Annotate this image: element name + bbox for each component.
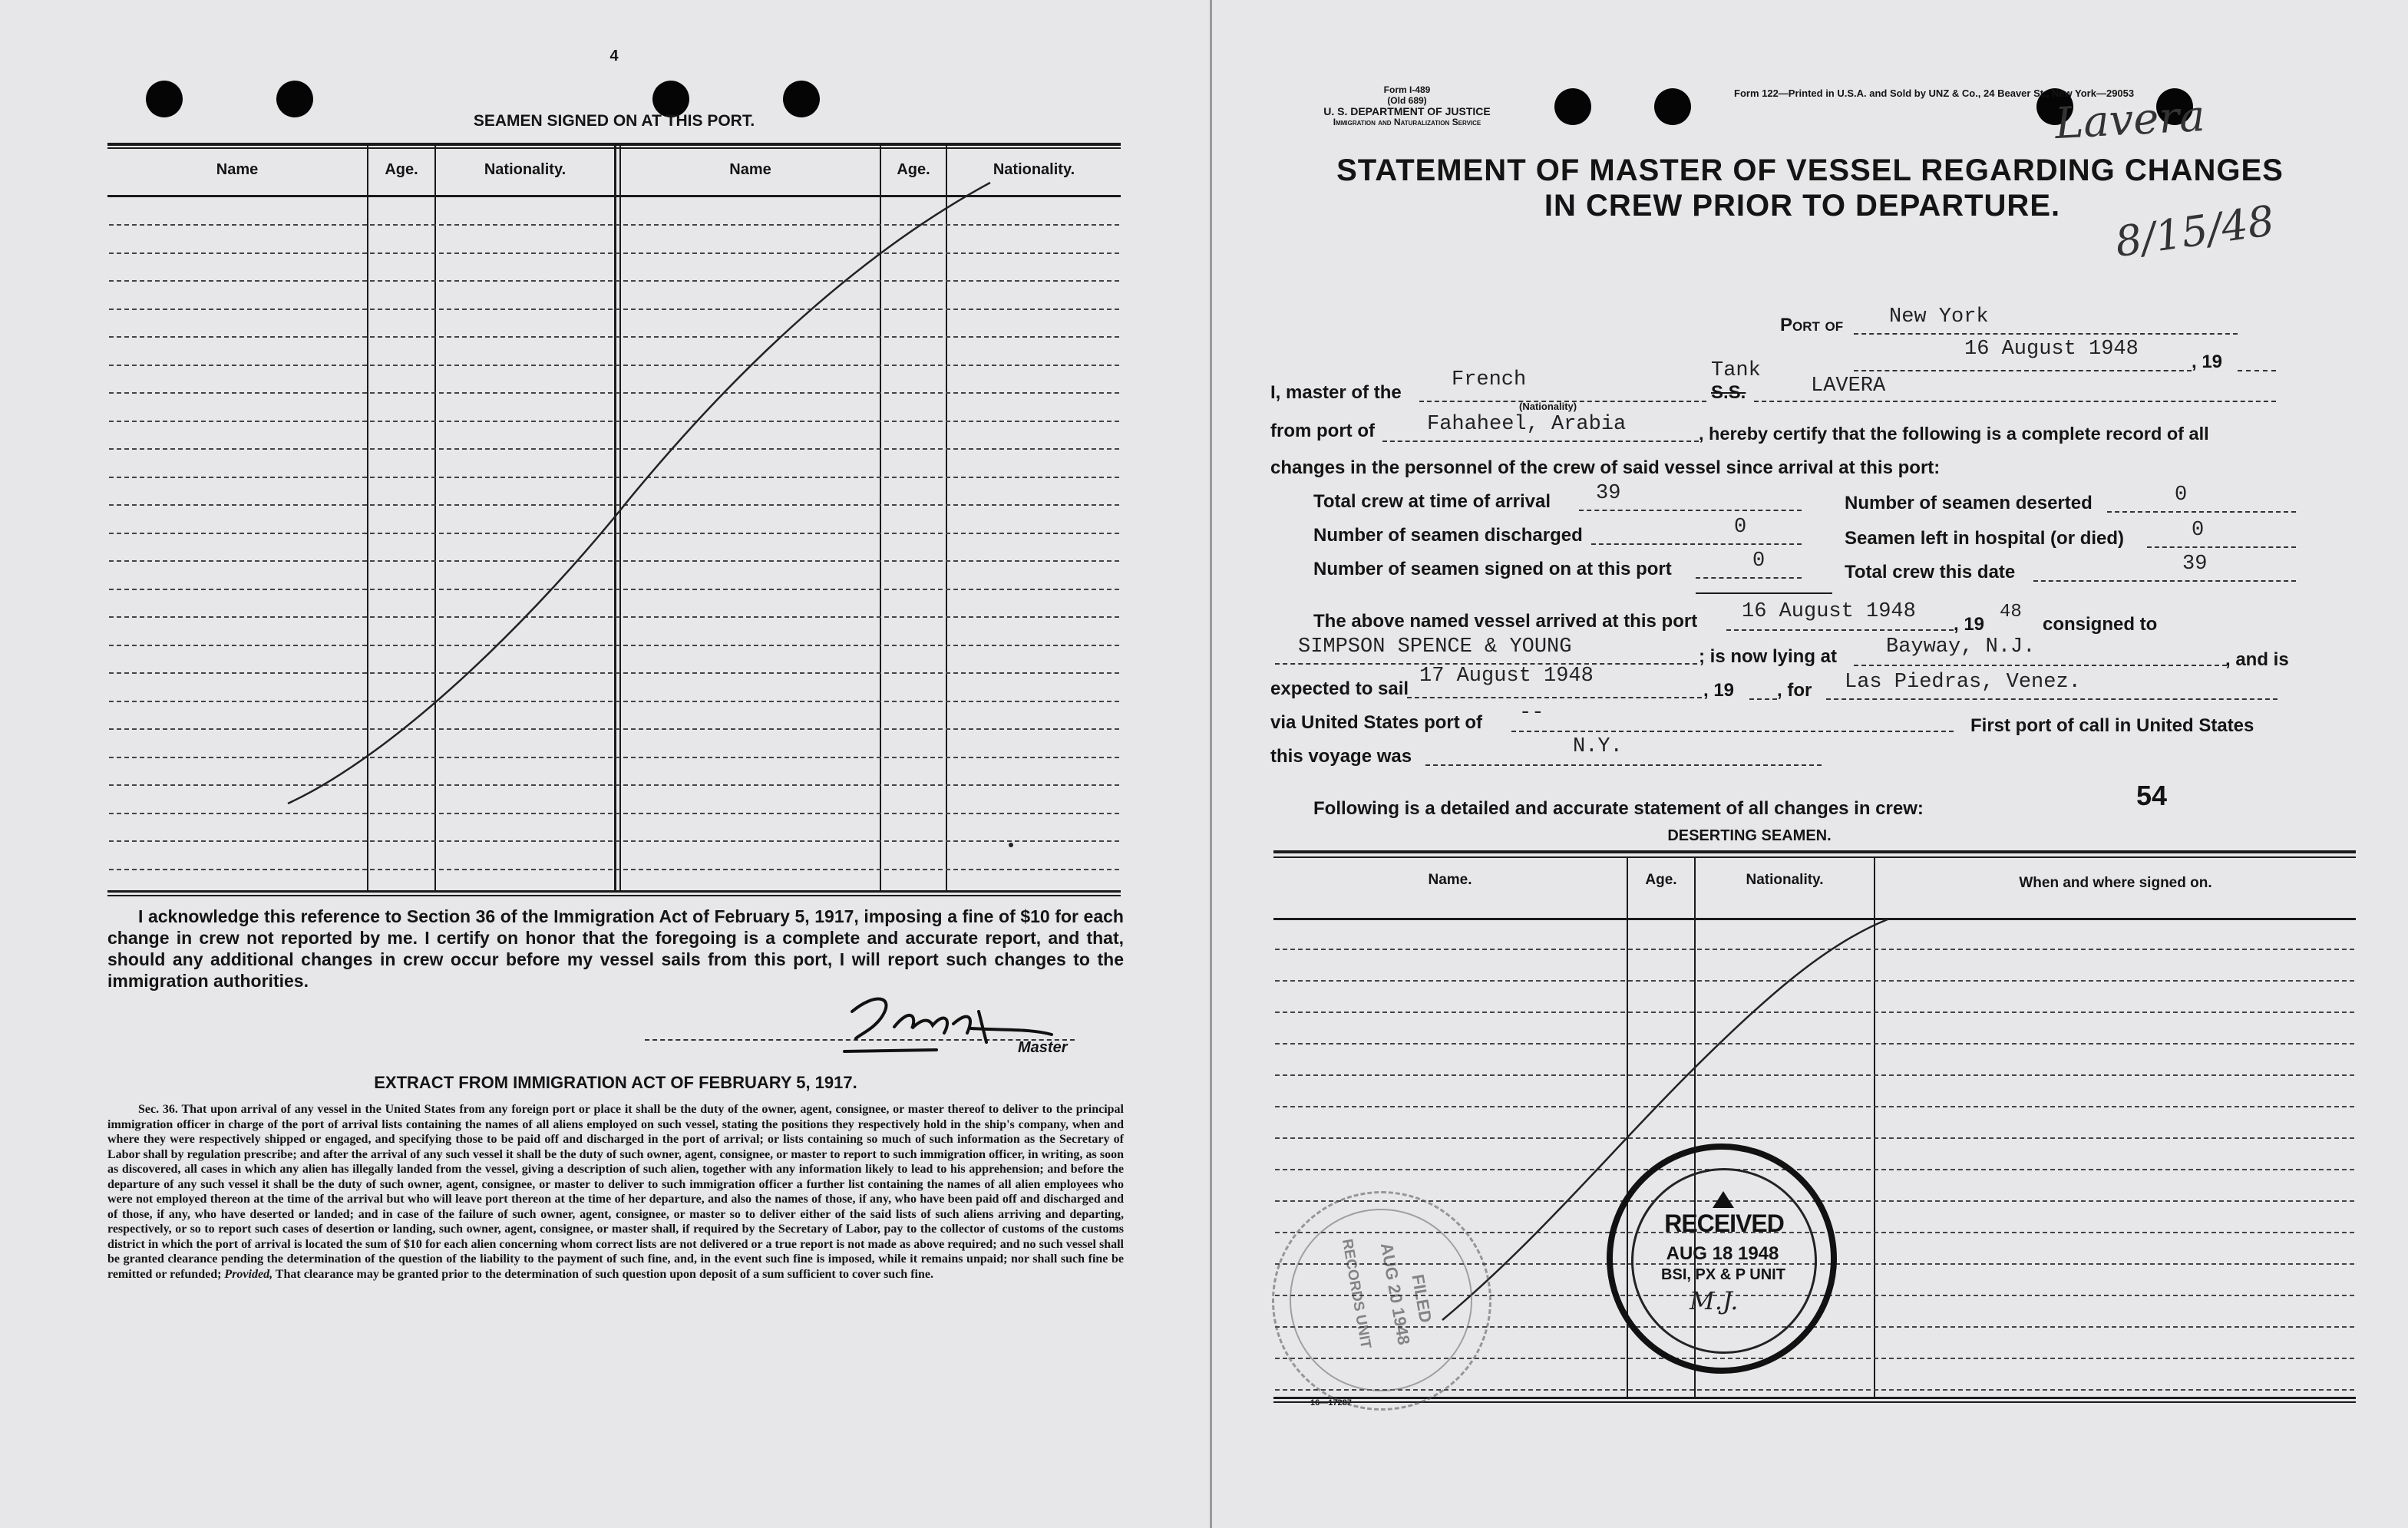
signature-role: Master [1018,1039,1068,1056]
total-arrival-value: 39 [1596,482,1621,505]
lying-value: Bayway, N.J. [1886,635,2036,658]
section-title: SEAMEN SIGNED ON AT THIS PORT. [473,112,755,130]
acknowledgement-text: I acknowledge this reference to Section 36 of the Immigration Act of February 5, 1917, imposing a fine of $10 for each change in crew not reported by me. I certify on honor that the foregoing is a complete and accurate report, and that, should any additional changes in crew occur before my vessel sails from this port, I will report such changes to the immigration authorities. [107,906,1124,991]
port-value: New York [1889,305,1989,328]
column-header-age: Age. [385,161,418,178]
following-text: Following is a detailed and accurate statement of all changes in crew: [1313,798,1924,819]
year-suffix: , 19 [2192,351,2223,372]
column-header-name: Name. [1428,872,1472,888]
form-title: STATEMENT OF MASTER OF VESSEL REGARDING CHANGES [1336,153,2284,187]
signed-on-label: Number of seamen signed on at this port [1313,559,1672,579]
voyage-label: this voyage was [1270,746,1412,767]
ss-label: S.S. [1711,382,1746,403]
extract-body [107,1102,1124,1282]
stamp-received-word: RECEIVED [1664,1210,1784,1237]
via-value: -- [1519,701,1544,724]
records-unit-stamp [1272,1191,1491,1411]
and-is-label: , and is [2225,649,2289,670]
stamp-received-date: AUG 18 1948 [1666,1243,1779,1264]
total-date-value: 39 [2182,553,2208,576]
handwritten-date: 8/15/48 [2112,196,2278,267]
signed-on-value: 0 [1752,549,1766,573]
form-title-line2: IN CREW PRIOR TO DEPARTURE. [1544,189,2061,223]
vessel-name: LAVERA [1811,375,1886,398]
stamp-records-date: AUG 20 1948 [1376,1241,1414,1347]
port-label: Port of [1780,315,1844,335]
arrived-label: The above named vessel arrived at this port [1313,611,1698,632]
extract-text: That upon arrival of any vessel in the United States from any foreign port or place it shall be the duty of the owner, agent, consignee, or master thereof to deliver to the principal immigration officer in charge of the port of arrival lists containing the names of all aliens employed on such vessel, stating the positions they respectively hold in the ship's company, when and where they were respectively shipped or engaged, and specifying those to be paid off and discharged in the port of arrival; or lists containing so much of such information as the Secretary of Labor shall by regulation prescribe; and after the arrival of any such vessel it shall be the duty of such owner, agent, consignee, or master to report to such immigration officer, in writing, as soon as discovered, all cases in which any alien has illegally landed from the vessel, giving a description of such alien, together with any information likely to lead to his apprehension; and before the departure of any such vessel it shall be the duty of such owner, agent, consignee, or master to deliver to such immigration officer a further list containing the names of all alien employees who were not employed thereon at the time of the arrival but who will leave port thereon at the time of her departure, and also the names of those, if any, who have been paid off and discharged and of those, if any, who have deserted or landed; and in case of the failure of such owner, agent, consignee, or master so to deliver either of the said lists of such aliens arriving and departing, respectively, or so to report such cases of desertion or landing, such owner, agent, consignee, or master shall, if required by the Secretary of Labor, pay to the collector of customs of the customs district in which the port of arrival is located the sum of $10 for each alien concerning whom correct lists are not delivered or a true report is not made as above required; and no such vessel shall be granted clearance pending the determination of the question of the liability to the payment of such fine, and, in the event such fine is imposed, while it remains unpaid; nor shall such fine be remitted or refunded; [107,1103,1125,1281]
arrived-year: 48 [2000,602,2022,622]
discharged-value: 0 [1734,516,1747,539]
expected-label: expected to sail [1270,678,1409,699]
certify-text: , hereby certify that the following is a complete record of all [1699,424,2209,444]
service: Immigration and Naturalization Service [1333,117,1481,127]
master-of-label: I, master of the [1270,382,1402,403]
handwritten-vessel: Lavera [2053,91,2207,150]
department: U. S. DEPARTMENT OF JUSTICE [1323,105,1491,117]
from-port-value: Fahaheel, Arabia [1427,413,1627,436]
form-number: Form I-489 [1383,84,1431,95]
nationality-caption: (Nationality) [1519,401,1577,412]
column-header-name: Name [216,161,259,178]
stamp-records-text: RECORDS UNIT [1338,1237,1374,1350]
printer-credit: Form 122—Printed in U.S.A. and Sold by UNZ & Co., 24 Beaver St., New York—29053 [1734,87,2135,99]
received-stamp [1607,1144,1837,1374]
ink-dot [1009,843,1013,847]
column-header-signed-on: When and where signed on. [2019,875,2212,891]
year-prefix: , 19 [1954,614,1985,635]
extract-provided: Provided, [224,1267,273,1281]
for-label: , for [1777,680,1812,701]
date-value: 16 August 1948 [1964,338,2139,361]
page-number-54: 54 [2136,780,2168,811]
destination-value: Las Piedras, Venez. [1845,671,2081,694]
deserted-label: Number of seamen deserted [1845,493,2093,513]
via-label: via United States port of [1270,712,1483,733]
consignee-value: SIMPSON SPENCE & YOUNG [1298,635,1572,658]
total-arrival-label: Total crew at time of arrival [1313,491,1551,512]
page-number: 4 [609,48,619,64]
deserted-value: 0 [2175,483,2188,507]
total-date-label: Total crew this date [1845,562,2016,582]
extract-end: That clearance may be granted prior to the determination of such question upon deposit of a sum sufficient to cover such fine. [275,1267,933,1281]
column-header-nationality: Nationality. [993,161,1075,178]
column-header-nationality: Nationality. [484,161,566,178]
nationality-value: French [1452,368,1527,391]
stamp-received-unit: BSI, PX & P UNIT [1661,1266,1785,1283]
column-header-name: Name [729,161,771,178]
from-port-label: from port of [1270,421,1375,441]
stamp-initials: M.J. [1690,1286,1739,1315]
right-page [1210,0,2408,1528]
deserting-title: DESERTING SEAMEN. [1667,827,1832,844]
extract-title: EXTRACT FROM IMMIGRATION ACT OF FEBRUARY 5, 1917. [374,1073,857,1092]
extract-section: Sec. 36. [138,1103,178,1116]
column-header-age: Age. [897,161,930,178]
voyage-value: N.Y. [1573,735,1623,758]
hospital-value: 0 [2192,519,2205,542]
stamp-records-word: FILED [1408,1272,1436,1325]
first-port-label: First port of call in United States [1970,715,2254,736]
lying-label: ; is now lying at [1699,646,1838,667]
form-old-number: (Old 689) [1387,95,1427,106]
hospital-label: Seamen left in hospital (or died) [1845,528,2125,549]
column-header-age: Age. [1645,872,1677,888]
footer-code: 16—17287 [1310,1398,1352,1408]
year-blank: , 19 [1703,680,1735,701]
vessel-type: Tank [1711,359,1761,382]
expected-date: 17 August 1948 [1419,665,1594,688]
discharged-label: Number of seamen discharged [1313,525,1583,546]
consigned-label: consigned to [2043,614,2158,635]
arrived-date: 16 August 1948 [1742,600,1916,623]
changes-text: changes in the personnel of the crew of said vessel since arrival at this port: [1270,457,1941,478]
column-header-nationality: Nationality. [1746,872,1824,888]
